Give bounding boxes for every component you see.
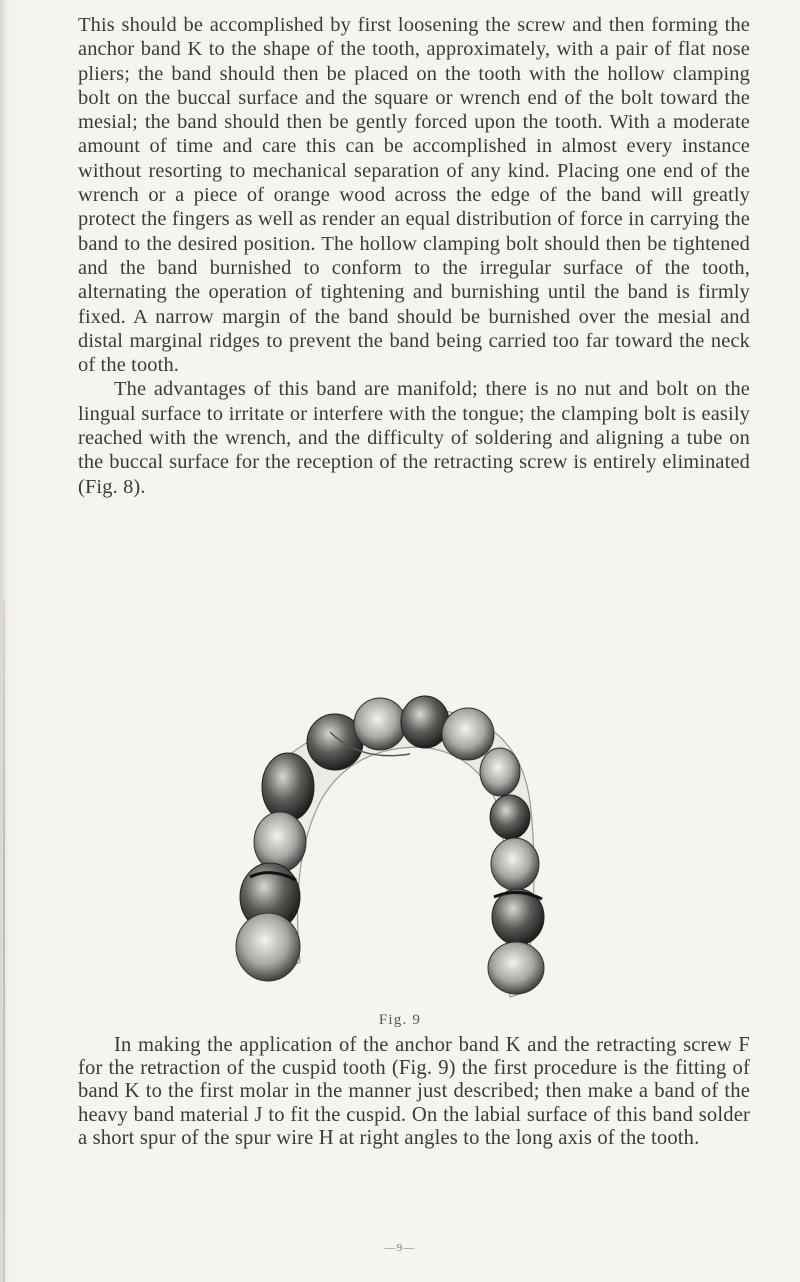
body-text-bottom	[78, 1034, 750, 1150]
paragraph: The advantages of this band are manifold; there is no nut and bolt on the lingual surface to irritate or interfere with the tongue; the clamping bolt is easily reached with the wrench, and the difficulty of soldering and aligning a tube on the buccal surface for the reception of the retracting screw is entirely eliminated (Fig. 8).	[78, 378, 750, 498]
paragraph: In making the application of the anchor band K and the retracting screw F for the retraction of the cuspid tooth (Fig. 9) the first procedure is the fitting of band K to the first molar in the manner just described; then make a band of the heavy band material J to fit the cuspid. On the labial surface of this band solder a short spur of the spur wire H at right angles to the long axis of the tooth.	[78, 1034, 750, 1149]
page-binding-edge	[0, 0, 10, 1282]
dental-arch-illustration	[210, 692, 630, 1002]
body-text-top	[78, 13, 750, 499]
page-number: —9—	[384, 1242, 416, 1254]
paragraph: This should be accomplished by first loosening the screw and then forming the anchor band K to the shape of the tooth, approximately, with a pair of flat nose pliers; the band should then be placed on the tooth with the hollow clamping bolt on the buccal surface and the square or wrench end of the bolt toward the mesial; the band should then be gently forced upon the tooth. With a moderate amount of time and care this can be accomplished in almost every instance without resorting to mechanical separation of any kind. Placing one end of the wrench or a piece of orange wood across the edge of the band will greatly protect the fingers as well as render an equal distribution of force in carrying the band to the desired position. The hollow clamping bolt should then be tightened and the band burnished to conform to the irregular surface of the tooth, alternating the operation of tightening and burnishing until the band is firmly fixed. A narrow margin of the band should be burnished over the mesial and distal marginal ridges to prevent the band being carried too far toward the neck of the tooth.	[78, 14, 750, 377]
figure-caption: Fig. 9	[378, 1012, 422, 1028]
